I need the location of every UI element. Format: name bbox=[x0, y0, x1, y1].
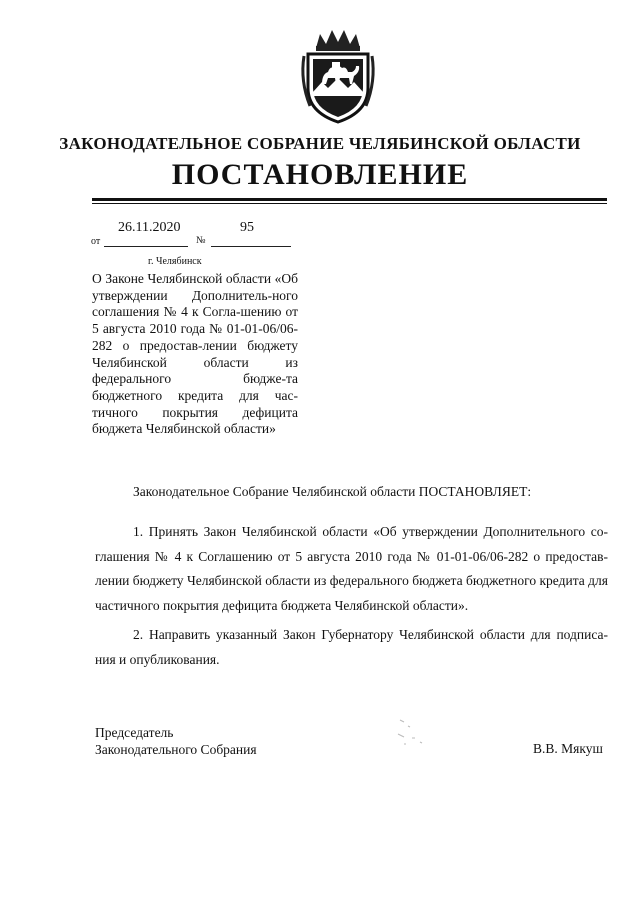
document-subject: О Законе Челябинской области «Об утверждении Дополнитель-ного соглашения № 4 к Согла-шению от 5 августа 2010 года № 01-01-06/06-282 о предостав-лении бюджету Челябинской области из федерального бюдже-та бюджетного кредита для час-тичного покрытия дефицита бюджета Челябинской области» bbox=[92, 271, 298, 437]
paragraph-2: 2. Направить указанный Закон Губернатору Челябинской области для подписа-ния и опубликования. bbox=[95, 627, 608, 667]
signatory-position-line1: Председатель bbox=[95, 725, 174, 740]
faint-signature-mark bbox=[380, 712, 440, 752]
preamble: Законодательное Собрание Челябинской области ПОСТАНОВЛЯЕТ: bbox=[133, 484, 532, 499]
number-underline bbox=[211, 246, 291, 247]
document-type-heading: ПОСТАНОВЛЕНИЕ bbox=[171, 158, 469, 191]
signatory-position bbox=[95, 724, 257, 758]
document-number: 95 bbox=[240, 220, 254, 235]
header-rule-thick bbox=[92, 198, 607, 201]
coat-of-arms-icon bbox=[296, 26, 380, 126]
date-label: от bbox=[91, 236, 101, 247]
organization-title: ЗАКОНОДАТЕЛЬНОЕ СОБРАНИЕ ЧЕЛЯБИНСКОЙ ОБЛАСТИ bbox=[59, 134, 581, 153]
date-underline bbox=[104, 246, 188, 247]
paragraph-1: 1. Принять Закон Челябинской области «Об утверждении Дополнительного со-глашения № 4 к Соглашению от 5 августа 2010 года № 01-01-06/06-282 о предостав-лении бюджету Челябинской области из федерального бюджета бюджетного кредита для частичного покрытия дефицита бюджета Челябинской области». bbox=[95, 524, 608, 613]
signatory-name: В.В. Мякуш bbox=[533, 741, 603, 756]
header-rule-thin bbox=[92, 203, 607, 204]
number-label: № bbox=[196, 235, 206, 246]
document-date: 26.11.2020 bbox=[118, 220, 181, 235]
signatory-position-line2: Законодательного Собрания bbox=[95, 742, 257, 757]
city-label: г. Челябинск bbox=[148, 256, 202, 267]
